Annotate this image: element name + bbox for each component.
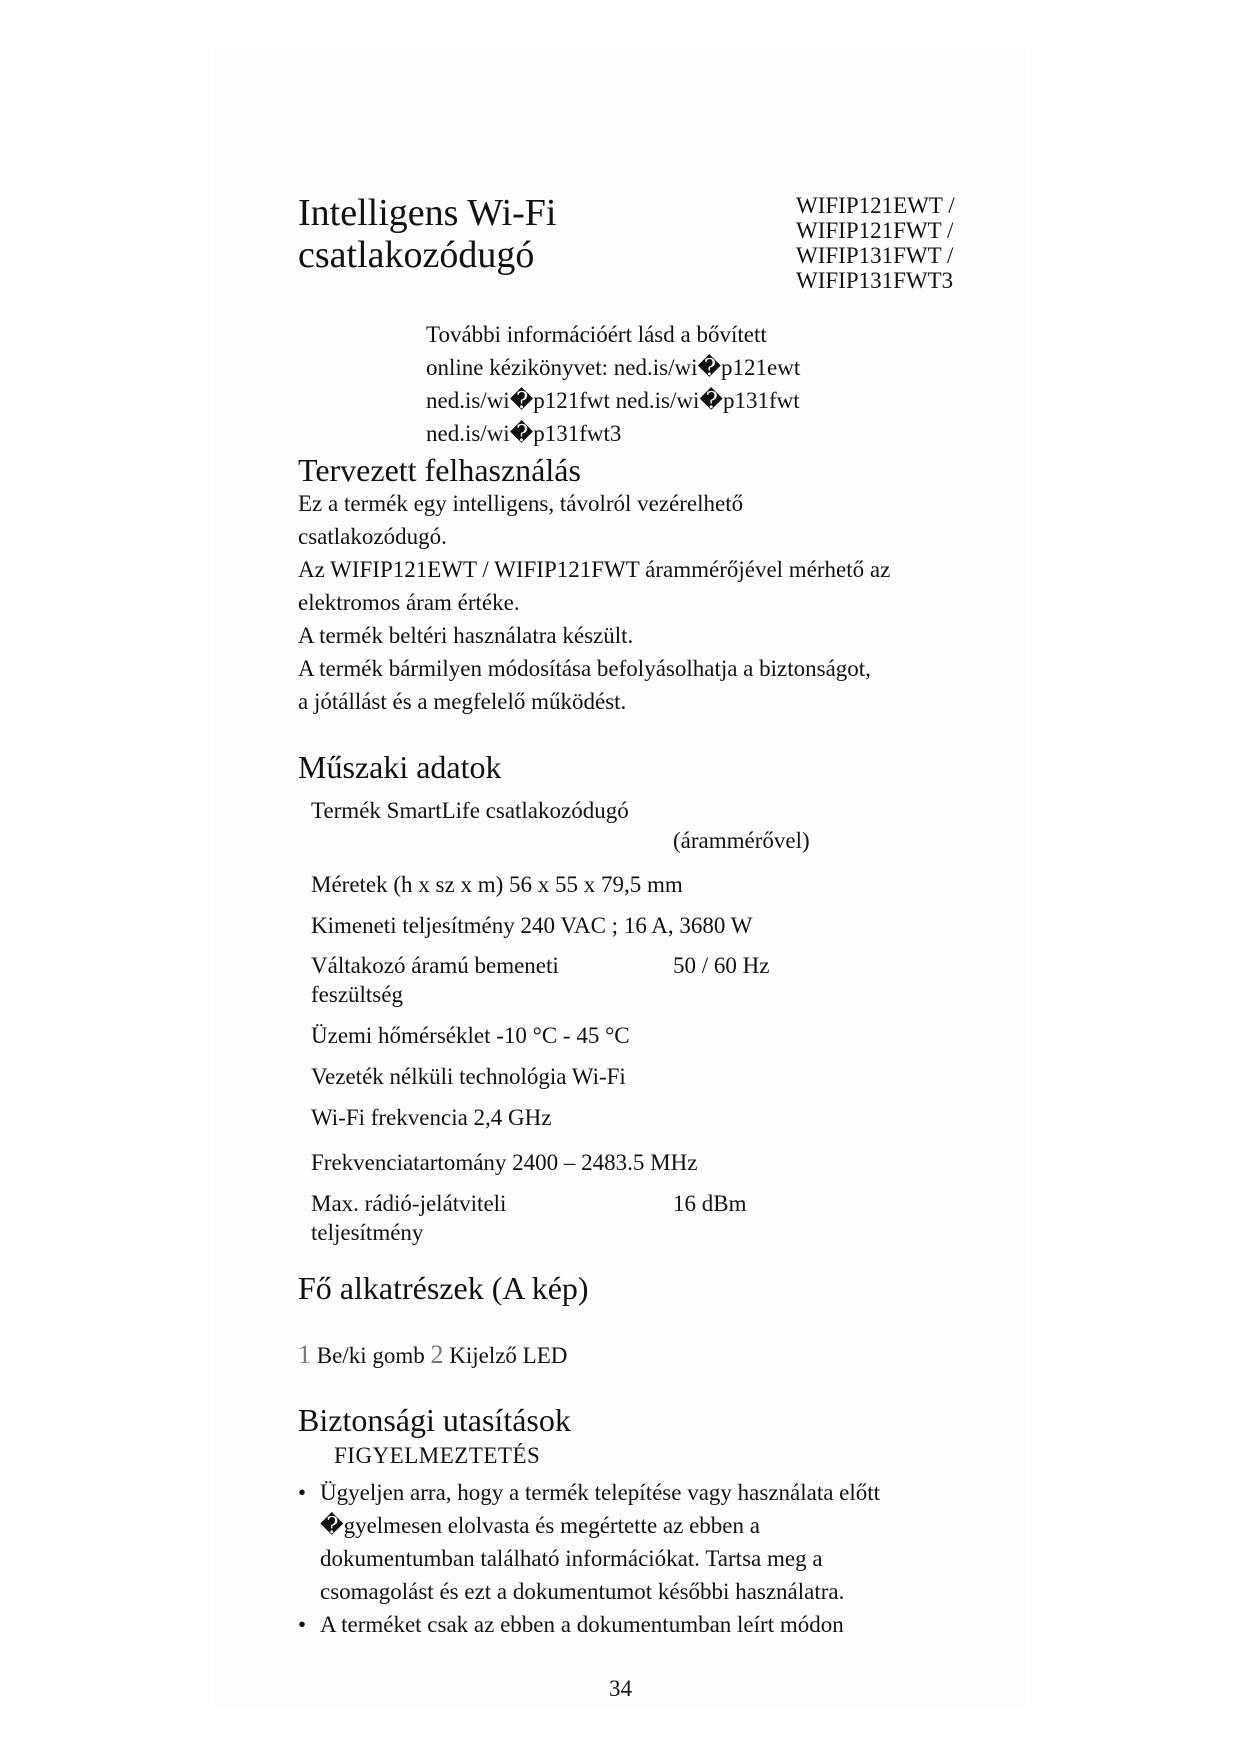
spec-label: Kimeneti teljesítmény 240 VAC ; 16 A, 3680 W <box>311 913 753 938</box>
spec-row-wifi-frequency <box>311 1103 552 1132</box>
intended-use-line: Ez a termék egy intelligens, távolról vezérelhető <box>298 491 744 516</box>
intended-use-heading: Tervezett felhasználás <box>298 452 581 488</box>
parts-heading: Fő alkatrészek (A kép) <box>298 1270 589 1306</box>
title-line-1: Intelligens Wi-Fi <box>298 192 557 234</box>
spec-label-cont: feszültség <box>311 982 403 1007</box>
bullet-dot: • <box>298 1480 307 1505</box>
spec-row-output-power <box>311 911 752 940</box>
spec-label: Termék SmartLife csatlakozódugó <box>311 798 629 823</box>
part-label: Be/ki gomb <box>316 1343 425 1368</box>
part-number: 1 <box>298 1340 311 1369</box>
spec-label: Váltakozó áramú bemeneti <box>311 953 559 978</box>
intended-use-line: elektromos áram értéke. <box>298 590 520 615</box>
bullet-line: �gyelmesen elolvasta és megértette az ebben a <box>320 1513 760 1538</box>
spec-value: (árammérővel) <box>673 828 810 853</box>
safety-bullets <box>298 1476 938 1641</box>
info-block <box>426 318 800 450</box>
spec-row-frequency-range <box>311 1148 697 1177</box>
parts-list <box>298 1338 567 1373</box>
page-number: 34 <box>609 1676 632 1701</box>
intended-use-line: A termék beltéri használatra készült. <box>298 623 634 648</box>
spec-value: 50 / 60 Hz <box>673 953 770 978</box>
spec-row-max-rf-power <box>311 1189 506 1247</box>
model-4: WIFIP131FWT3 <box>796 268 954 293</box>
bullet-line: Ügyeljen arra, hogy a termék telepítése vagy használata előtt <box>320 1480 881 1505</box>
intended-use-body <box>298 487 890 718</box>
spec-row-operating-temp <box>311 1021 630 1050</box>
spec-label: Frekvenciatartomány 2400 – 2483.5 MHz <box>311 1150 698 1175</box>
part-number: 2 <box>430 1340 444 1369</box>
model-2: WIFIP121FWT / <box>796 218 954 243</box>
model-1: WIFIP121EWT / <box>796 193 955 218</box>
bullet-dot: • <box>298 1612 307 1637</box>
title-line-2: csatlakozódugó <box>298 234 535 276</box>
intended-use-line: Az WIFIP121EWT / WIFIP121FWT árammérőjével mérhető az <box>298 557 891 582</box>
spec-value: 16 dBm <box>673 1191 747 1216</box>
warning-label: FIGYELMEZTETÉS <box>334 1443 541 1468</box>
intended-use-line: a jótállást és a megfelelő működést. <box>298 689 627 714</box>
info-line: ned.is/wi�p131fwt3 <box>426 421 622 446</box>
spec-row-dimensions <box>311 870 683 899</box>
intended-use-line: A termék bármilyen módosítása befolyásolhatja a biztonságot, <box>298 656 871 681</box>
spec-label: Méretek (h x sz x m) 56 x 55 x 79,5 mm <box>311 872 683 897</box>
info-line: További információért lásd a bővített <box>426 322 767 347</box>
spec-label-cont: teljesítmény <box>311 1220 424 1245</box>
spec-row-product <box>311 796 629 825</box>
model-list <box>796 193 955 293</box>
model-3: WIFIP131FWT / <box>796 243 954 268</box>
info-line: ned.is/wi�p121fwt ned.is/wi�p131fwt <box>426 388 800 413</box>
safety-bullet <box>298 1608 938 1641</box>
bullet-line: csomagolást és ezt a dokumentumot későbbi használatra. <box>320 1579 845 1604</box>
spec-label: Max. rádió-jelátviteli <box>311 1191 507 1216</box>
info-line: online kézikönyvet: ned.is/wi�p121ewt <box>426 355 801 380</box>
part-label: Kijelző LED <box>449 1343 568 1368</box>
bullet-line: A terméket csak az ebben a dokumentumban leírt módon <box>320 1612 844 1637</box>
safety-heading: Biztonsági utasítások <box>298 1402 571 1438</box>
intended-use-line: csatlakozódugó. <box>298 524 447 549</box>
spec-row-input-voltage <box>311 951 559 1009</box>
spec-row-wireless-tech <box>311 1062 626 1091</box>
safety-bullet <box>298 1476 938 1608</box>
document-title <box>298 192 556 276</box>
spec-label: Üzemi hőmérséklet -10 °C - 45 °C <box>311 1023 630 1048</box>
spec-label: Wi-Fi frekvencia 2,4 GHz <box>311 1105 552 1130</box>
specs-heading: Műszaki adatok <box>298 749 502 785</box>
bullet-line: dokumentumban található információkat. Tartsa meg a <box>320 1546 823 1571</box>
spec-label: Vezeték nélküli technológia Wi-Fi <box>311 1064 626 1089</box>
